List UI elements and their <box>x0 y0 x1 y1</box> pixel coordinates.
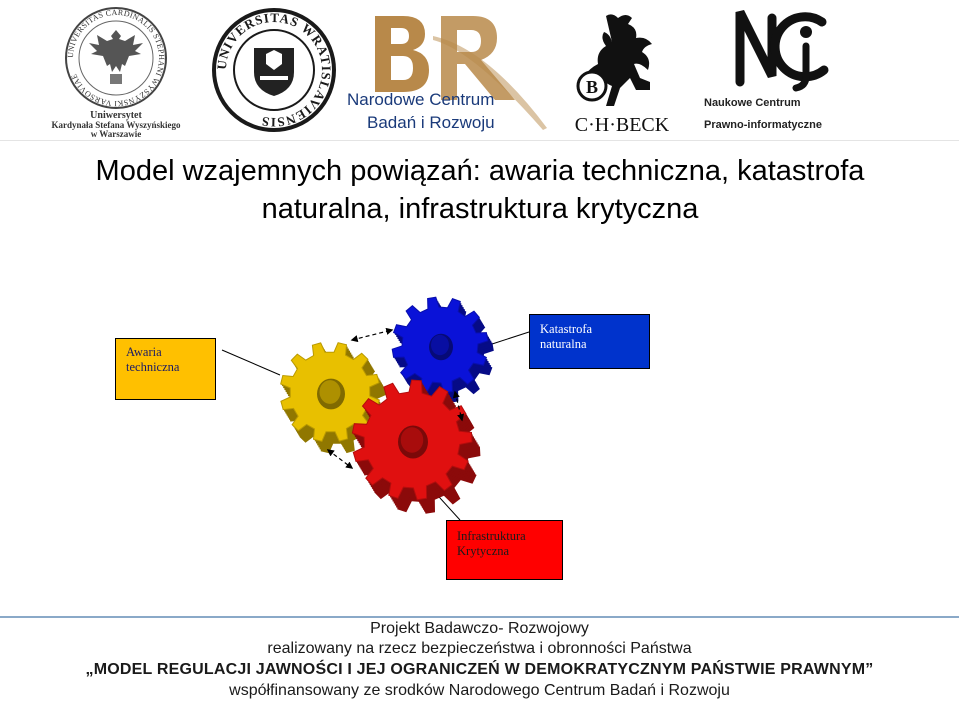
awaria-line-2: techniczna <box>126 360 180 374</box>
beck-wordmark: C·H·BECK <box>574 114 670 134</box>
footer-line-2: realizowany na rzecz bezpieczeństwa i obronności Państwa <box>267 640 692 657</box>
awaria-techniczna-box <box>115 338 216 400</box>
uksw-caption-1: Uniwersytet <box>90 110 142 121</box>
katastrofa-line-2: naturalna <box>540 337 587 351</box>
ncpi-line-1: Naukowe Centrum <box>704 97 801 109</box>
project-footer <box>0 619 959 701</box>
footer-line-1: Projekt Badawczo- Rozwojowy <box>370 620 589 637</box>
uksw-ring-text: UNIVERSITAS CARDINALIS STEPHANI WYSZYŃSKI VARSOVIAE <box>65 7 167 109</box>
yellow-blue-link-arrow <box>352 330 392 340</box>
wroclaw-ring-text: UNIVERSITAS WRATISLAVIENSIS <box>213 9 335 131</box>
awaria-connector-line <box>222 350 280 375</box>
infrastruktura-line-2: Krytyczna <box>457 544 510 558</box>
red-gear-icon <box>352 380 480 514</box>
footer-line-4: współfinansowany ze srodków Narodowego Centrum Badań i Rozwoju <box>229 682 730 699</box>
ncpi-line-2: Prawno-informatyczne <box>704 119 822 131</box>
blue-gear-icon <box>392 297 494 403</box>
gear-hole-inner <box>401 427 424 453</box>
uksw-caption-2: Kardynała Stefana Wyszyńskiego <box>51 120 181 130</box>
awaria-line-1: Awaria <box>126 345 162 359</box>
ncbr-line-1: Narodowe Centrum <box>347 90 495 109</box>
ncbr-line-2: Badań i Rozwoju <box>367 113 495 132</box>
gear-hole-inner <box>320 380 341 404</box>
title-line-2: naturalna, infrastruktura krytyczna <box>261 193 699 225</box>
footer-divider <box>0 616 959 618</box>
infrastruktura-krytyczna-box <box>446 520 563 580</box>
infrastruktura-line-1: Infrastruktura <box>457 529 526 543</box>
katastrofa-naturalna-box <box>529 314 650 369</box>
uksw-caption-3: w Warszawie <box>90 129 142 138</box>
yellow-red-link-arrow <box>328 450 352 468</box>
gear-hole-inner <box>431 335 449 355</box>
beck-letter: B <box>585 77 599 97</box>
title-line-1: Model wzajemnych powiązań: awaria techniczna, katastrofa <box>95 155 865 187</box>
katastrofa-line-1: Katastrofa <box>540 322 593 336</box>
footer-line-3: „MODEL REGULACJI JAWNOŚCI I JEJ OGRANICZEŃ W DEMOKRATYCZNYM PAŃSTWIE PRAWNYM” <box>85 661 874 678</box>
